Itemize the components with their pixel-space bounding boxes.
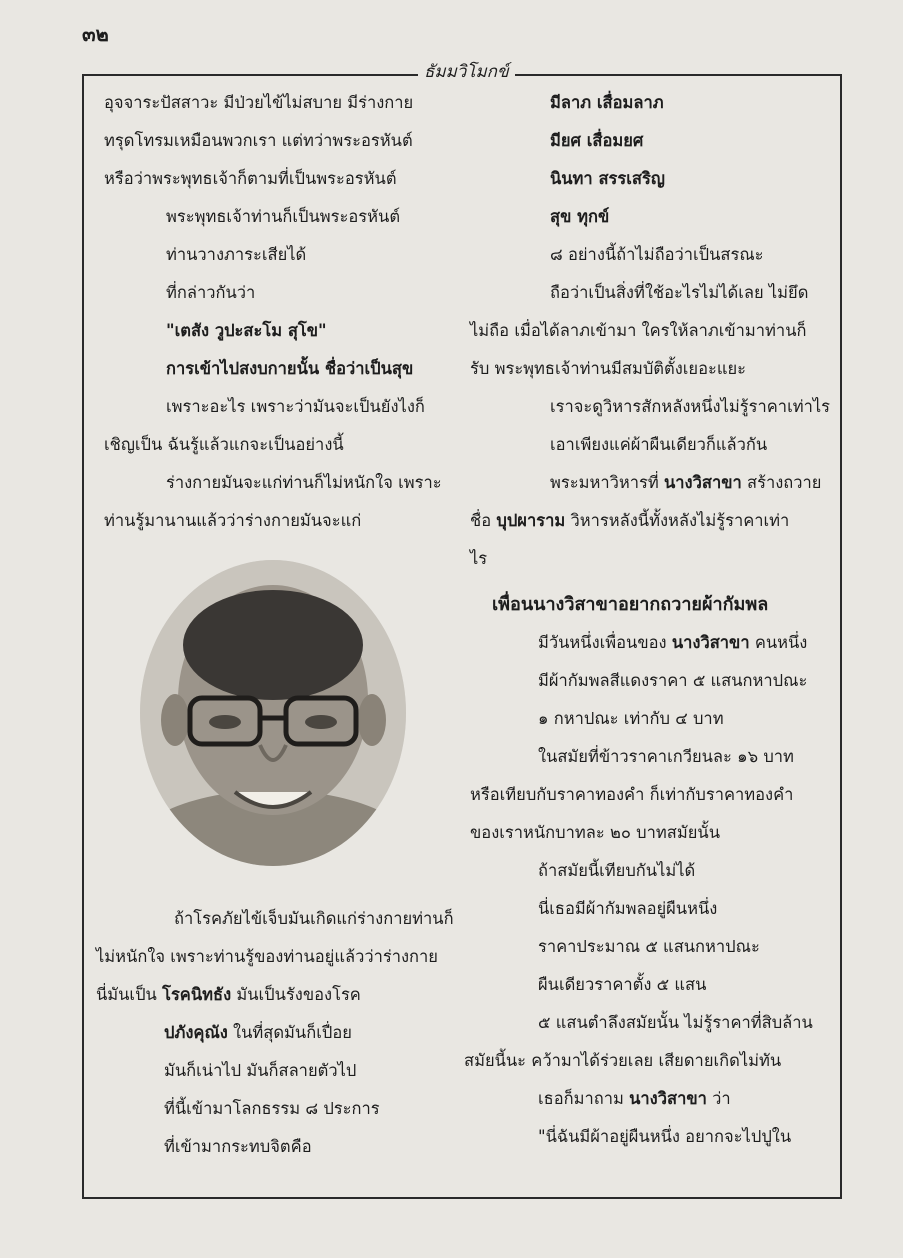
text-line: เอาเพียงแค่ผ้าผืนเดียวก็แล้วกัน: [550, 435, 768, 454]
left-column-bottom: [96, 900, 454, 1166]
text-line: "นี่ฉันมีผ้าอยู่ผืนหนึ่ง อยากจะไปปูใน: [538, 1127, 792, 1146]
left-column: [104, 84, 450, 540]
text-line: ๘ อย่างนี้ถ้าไม่ถือว่าเป็นสรณะ: [550, 245, 764, 264]
text-line: ถ้าสมัยนี้เทียบกันไม่ได้: [538, 861, 696, 880]
worldly-condition: นินทา สรรเสริญ: [550, 169, 665, 188]
text-line: พระพุทธเจ้าท่านก็เป็นพระอรหันต์: [166, 207, 401, 226]
worldly-condition: มีลาภ เสื่อมลาภ: [550, 93, 664, 112]
text-line: ไม่ถือ เมื่อได้ลาภเข้ามา ใครให้ลาภเข้ามาท่านก็: [470, 321, 807, 340]
text-line: ร่างกายมันจะแก่ท่านก็ไม่หนักใจ เพราะ: [166, 473, 442, 492]
text-line: ที่กล่าวกันว่า: [166, 283, 256, 302]
text-line: สมัยนี้นะ คว้ามาได้ร่วยเลย เสียดายเกิดไม่ทัน: [464, 1051, 782, 1070]
text-line: ท่านวางภาระเสียได้: [166, 245, 307, 264]
text-line: เชิญเป็น ฉันรู้แล้วแกจะเป็นอย่างนี้: [104, 435, 344, 454]
text-line: หรือว่าพระพุทธเจ้าก็ตามที่เป็นพระอรหันต์: [104, 169, 397, 188]
monk-portrait-photo: [140, 560, 406, 866]
pali-translation: การเข้าไปสงบกายนั้น ชื่อว่าเป็นสุข: [166, 359, 414, 378]
text-line: พระมหาวิหารที่ นางวิสาขา สร้างถวาย: [550, 473, 822, 492]
text-line: มีผ้ากัมพลสีแดงราคา ๕ แสนกหาปณะ: [538, 671, 808, 690]
text-line: เธอก็มาถาม นางวิสาขา ว่า: [538, 1089, 731, 1108]
text-line: ท่านรู้มานานแล้วว่าร่างกายมันจะแก่: [104, 511, 362, 530]
text-line: หรือเทียบกับราคาทองคำ ก็เท่ากับราคาทองคำ: [470, 785, 794, 804]
text-line: ผืนเดียวราคาตั้ง ๕ แสน: [538, 975, 707, 994]
text-line: อุจจาระปัสสาวะ มีป่วยไข้ไม่สบาย มีร่างกาย: [104, 93, 414, 112]
text-line: ถ้าโรคภัยไข้เจ็บมันเกิดแก่ร่างกายท่านก็: [174, 909, 454, 928]
text-line: ทรุดโทรมเหมือนพวกเรา แต่ทว่าพระอรหันต์: [104, 131, 413, 150]
worldly-condition: มียศ เสื่อมยศ: [550, 131, 644, 150]
pali-quote: "เตสัง วูปะสะโม สุโข": [166, 321, 327, 340]
page-number: ๓๒: [82, 22, 109, 46]
text-line: ราคาประมาณ ๕ แสนกหาปณะ: [538, 937, 760, 956]
text-line: เราจะดูวิหารสักหลังหนึ่งไม่รู้ราคาเท่าไร: [550, 397, 831, 416]
text-line: ที่นี้เข้ามาโลกธรรม ๘ ประการ: [164, 1099, 380, 1118]
text-line: ในสมัยที่ข้าวราคาเกวียนละ ๑๖ บาท: [538, 747, 794, 766]
running-header: ธัมมวิโมกข์: [418, 58, 515, 85]
text-line: ๕ แสนตำลึงสมัยนั้น ไม่รู้ราคาที่สิบล้าน: [538, 1013, 813, 1032]
text-line: ที่เข้ามากระทบจิตคือ: [164, 1137, 312, 1156]
text-line: นี่มันเป็น โรคนิทธัง มันเป็นรังของโรค: [96, 985, 361, 1004]
text-line: มีวันหนึ่งเพื่อนของ นางวิสาขา คนหนึ่ง: [538, 633, 808, 652]
worldly-condition: สุข ทุกข์: [550, 207, 610, 226]
text-line: ปภังคุณัง ในที่สุดมันก็เปื่อย: [164, 1023, 352, 1042]
text-line: นี่เธอมีผ้ากัมพลอยู่ผืนหนึ่ง: [538, 899, 718, 918]
text-line: ๑ กหาปณะ เท่ากับ ๔ บาท: [538, 709, 724, 728]
section-heading: เพื่อนนางวิสาขาอยากถวายผ้ากัมพล: [492, 594, 769, 615]
text-line: รับ พระพุทธเจ้าท่านมีสมบัติตั้งเยอะแยะ: [470, 359, 747, 378]
text-line: ถือว่าเป็นสิ่งที่ใช้อะไรไม่ได้เลย ไม่ยึด: [550, 283, 809, 302]
text-line: ชื่อ บุปผาราม วิหารหลังนี้ทั้งหลังไม่รู้ราคาเท่า: [470, 511, 790, 530]
text-line: เพราะอะไร เพราะว่ามันจะเป็นยังไงก็: [166, 397, 425, 416]
text-line: ไร: [470, 549, 488, 568]
text-line: ของเราหนักบาทละ ๒๐ บาทสมัยนั้น: [470, 823, 720, 842]
right-column: [464, 84, 832, 1156]
text-line: ไม่หนักใจ เพราะท่านรู้ของท่านอยู่แล้วว่าร่างกาย: [96, 947, 438, 966]
text-line: มันก็เน่าไป มันก็สลายตัวไป: [164, 1061, 357, 1080]
